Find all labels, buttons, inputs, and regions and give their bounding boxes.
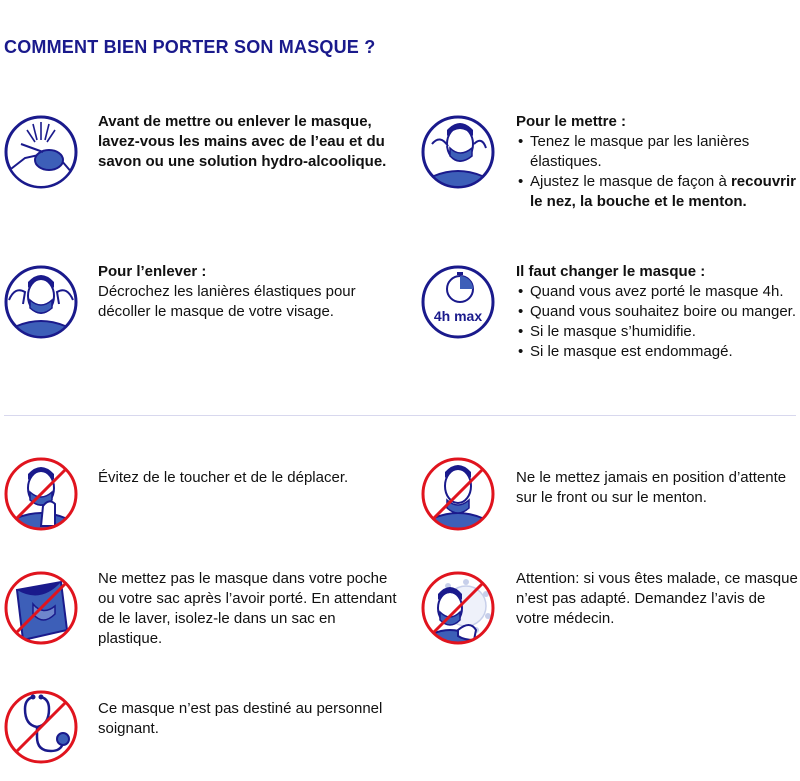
sick-text: Attention: si vous êtes malade, ce masque n’est pas adapté. Demandez l’avis de votre médecin.: [516, 570, 798, 627]
bullet-text: Ajustez le masque de façon à: [530, 173, 727, 190]
sick-virus-icon: [420, 570, 496, 646]
change-heading: Il faut changer le masque :: [516, 263, 706, 280]
put-on-instructions: [516, 112, 800, 212]
no-chin-text: Ne le mettez jamais en position d’attente sur le front ou sur le menton.: [516, 469, 787, 506]
change-instructions: [516, 262, 800, 362]
no-chin-mask-icon: [420, 456, 496, 532]
no-pocket-icon: [3, 570, 79, 646]
list-item: • Quand vous avez porté le masque 4h.: [516, 282, 800, 302]
list-item: • Si le masque s’humidifie.: [516, 322, 800, 342]
timer-icon: [420, 264, 496, 340]
put-on-heading: Pour le mettre :: [516, 113, 627, 130]
hand-washing-icon: [3, 114, 79, 190]
put-on-mask-icon: [420, 114, 496, 190]
timer-badge: 4h max: [433, 308, 483, 324]
no-touch-mask-icon: [3, 456, 79, 532]
page-title: COMMENT BIEN PORTER SON MASQUE ?: [4, 37, 376, 57]
remove-heading: Pour l’enlever :: [98, 263, 207, 280]
remove-text: Décrochez les lanières élastiques pour décoller le masque de votre visage.: [98, 283, 356, 320]
list-item: [516, 172, 800, 212]
no-pocket-text: Ne mettez pas le masque dans votre poche ou votre sac après l’avoir porté. En attendant de le laver, isolez-le dans un sac en plastique.: [98, 570, 397, 647]
no-touch-text: Évitez de le toucher et de le déplacer.: [98, 469, 349, 486]
wash-hands-text: Avant de mettre ou enlever le masque, lavez-vous les mains avec de l’eau et du savon ou une solution hydro-alcoolique.: [98, 113, 387, 170]
list-item: • Si le masque est endommagé.: [516, 342, 800, 362]
remove-instructions: [98, 262, 388, 322]
bullet-bold-text: recouvrir le nez, la bouche et le menton.: [530, 173, 797, 210]
no-stethoscope-icon: [3, 689, 79, 765]
section-divider: [4, 415, 796, 416]
remove-mask-icon: [3, 264, 79, 340]
list-item: • Quand vous souhaitez boire ou manger.: [516, 302, 800, 322]
no-medical-text: Ce masque n’est pas destiné au personnel soignant.: [98, 700, 383, 737]
list-item: • Tenez le masque par les lanières élastiques.: [516, 132, 800, 172]
